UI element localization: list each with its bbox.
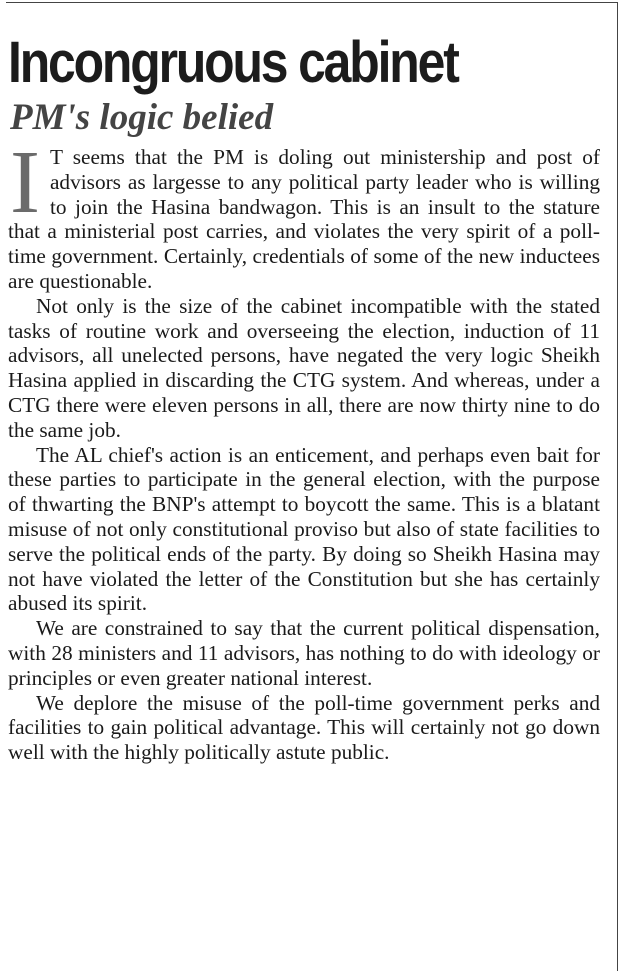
drop-cap: I xyxy=(10,133,40,232)
paragraph-5: We deplore the misuse of the poll-time government perks and facilities to gain political advantage. This will certainly not go down well with the highly politically astute public. xyxy=(8,690,600,765)
subheadline: PM's logic belied xyxy=(10,97,274,138)
paragraph-3: The AL chief's action is an enticement, and perhaps even bait for these parties to participate in the general election, with the purpose of thwarting the BNP's attempt to boycott the same. This is a blatant misuse of not only constitutional proviso but also of state facilities to serve the political ends of the party. By doing so Sheikh Hasina may not have violated the letter of the Constitution but she has certainly abused its spirit. xyxy=(8,442,600,616)
right-border-rule xyxy=(617,2,618,971)
paragraph-4: We are constrained to say that the current political dispensation, with 28 ministers and 11 advisors, has nothing to do with ideology or principles or even greater national interest. xyxy=(8,616,600,690)
editorial-article xyxy=(8,30,600,765)
paragraph-1 xyxy=(8,133,600,294)
article-body xyxy=(8,133,600,765)
top-border-rule xyxy=(6,2,618,3)
paragraph-1-text: T seems that the PM is doling out ministership and post of advisors as largesse to any political party leader who is willing to join the Hasina bandwagon. This is an insult to the stature that a ministerial post carries, and violates the very spirit of a poll-time government. Certainly, credentials of some of the new inductees are questionable. xyxy=(8,145,600,293)
paragraph-2: Not only is the size of the cabinet incompatible with the stated tasks of routine work and overseeing the election, induction of 11 advisors, all unelected persons, have negated the very logic Sheikh Hasina applied in discarding the CTG system. And whereas, under a CTG there were eleven persons in all, there are now thirty nine to do the same job. xyxy=(8,293,600,442)
headline: Incongruous cabinet xyxy=(8,30,458,95)
